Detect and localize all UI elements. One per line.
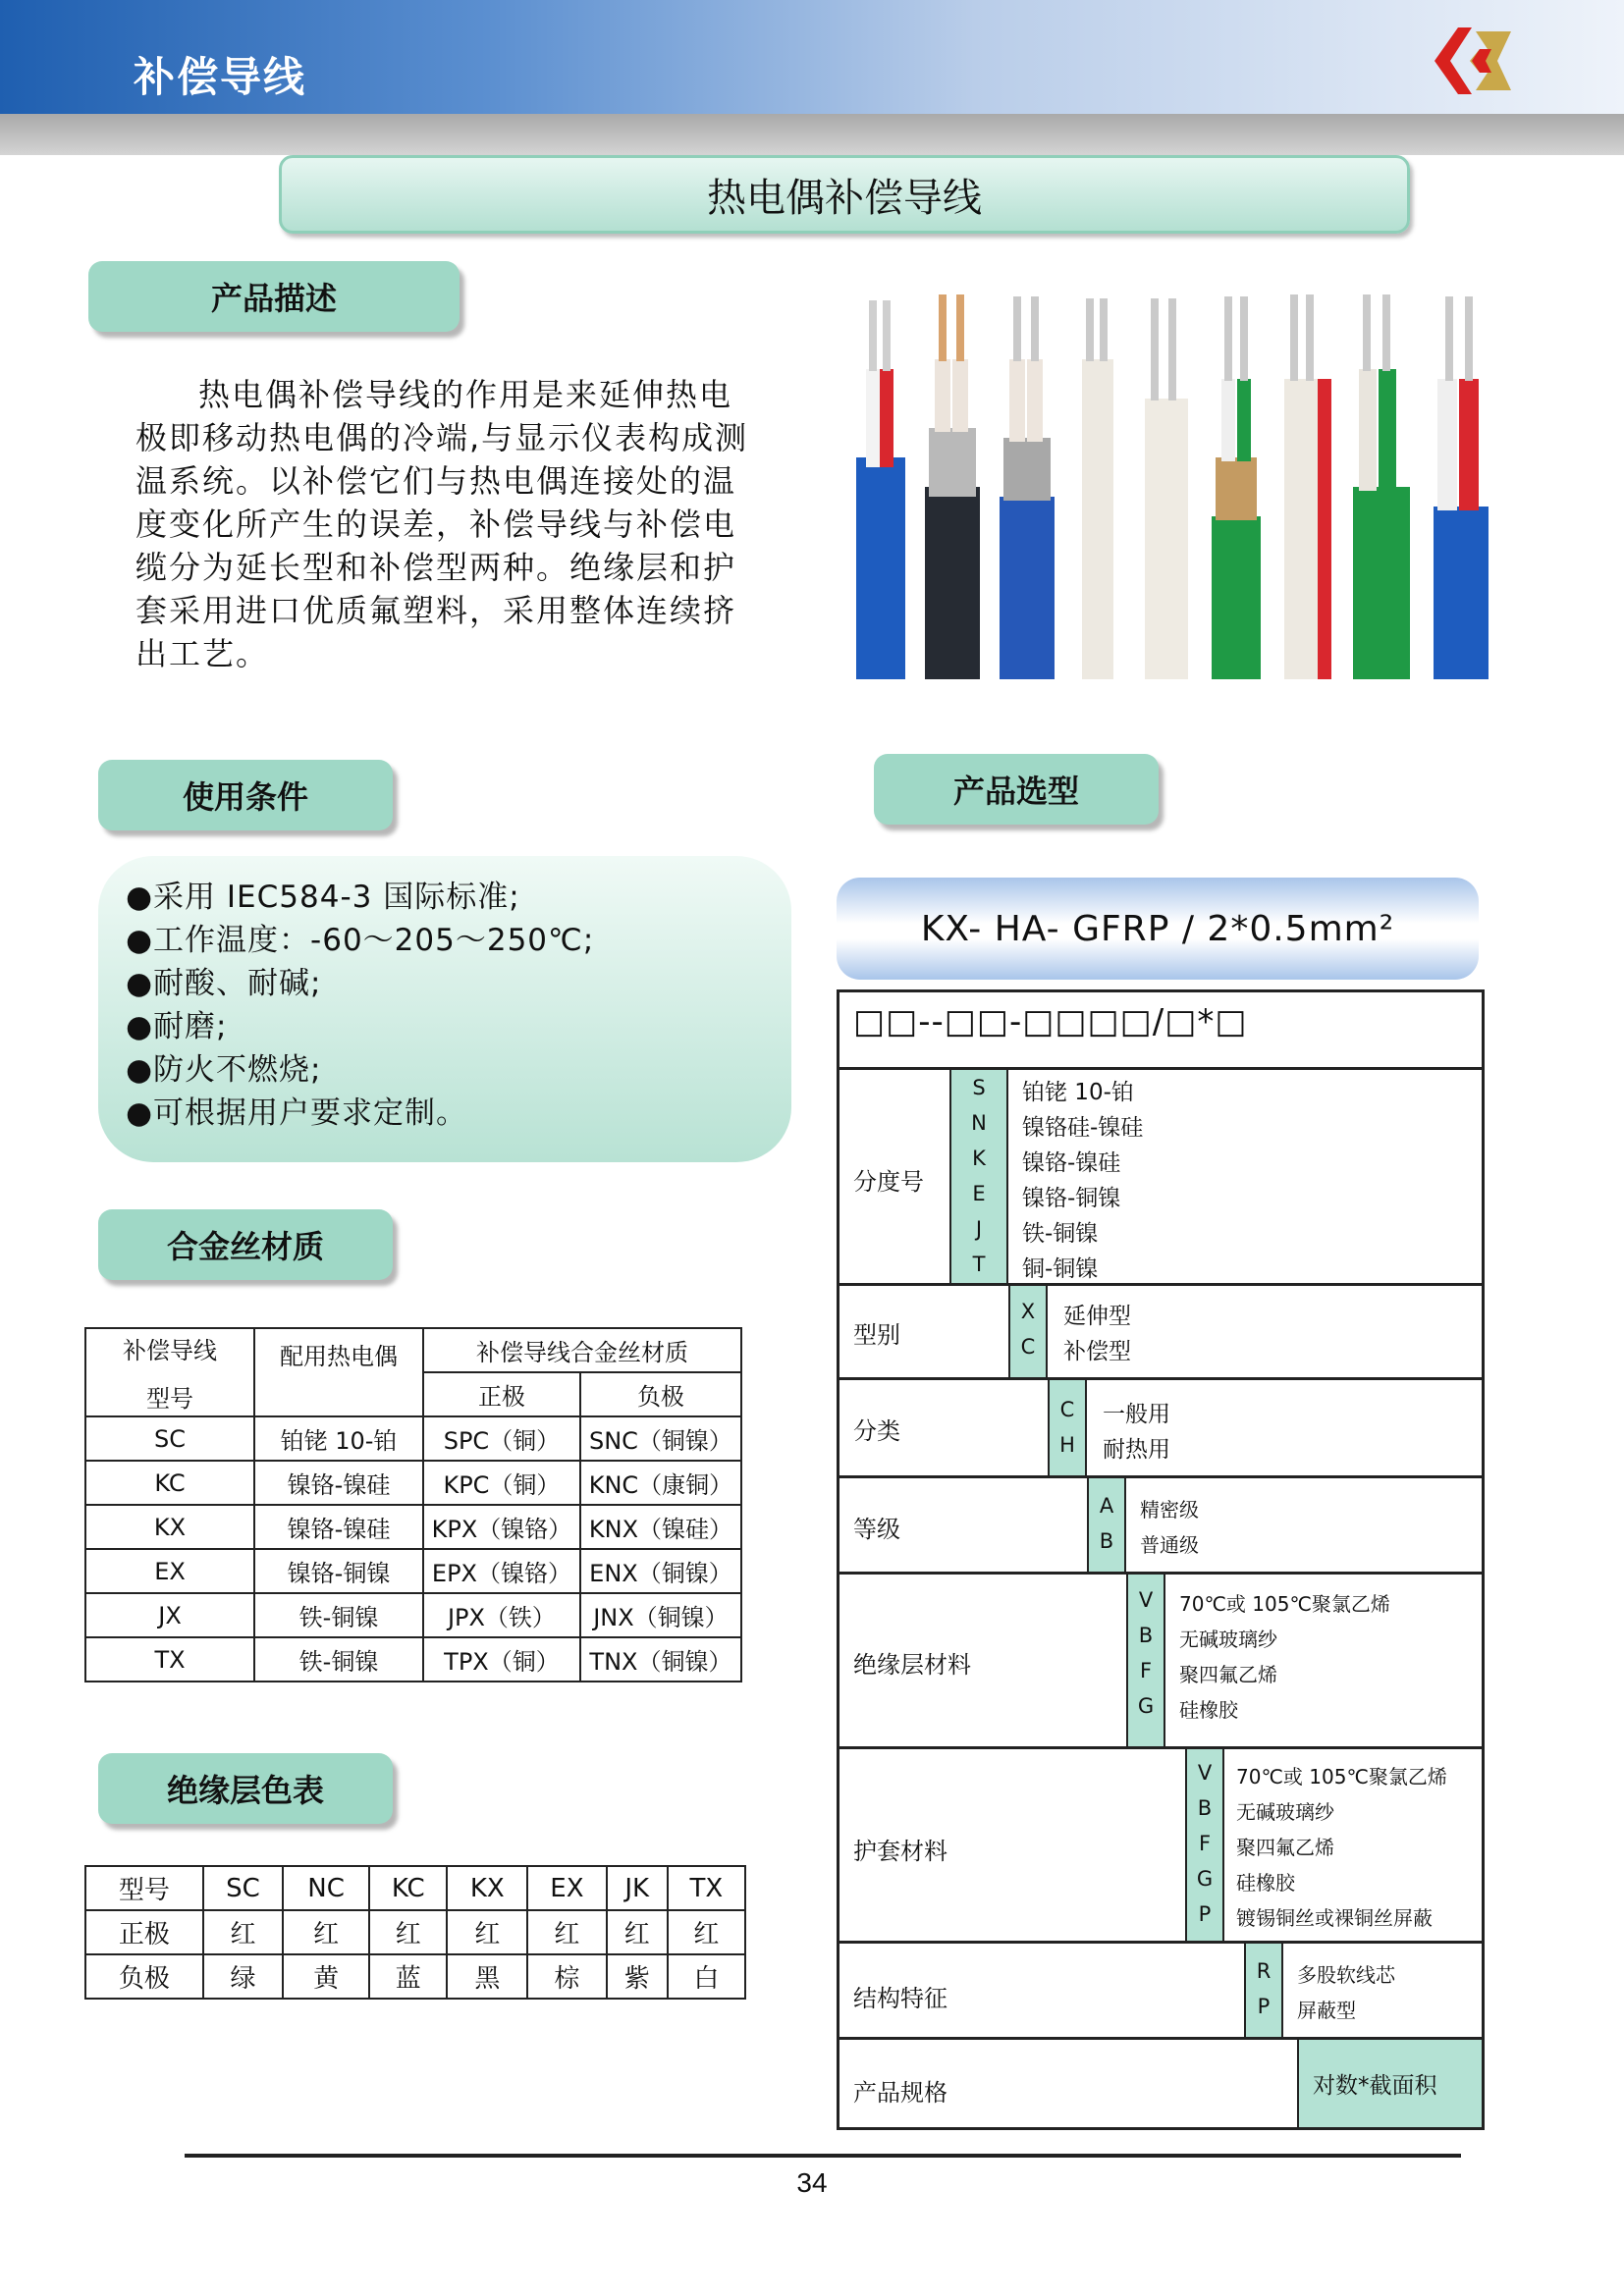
company-logo: [1429, 22, 1517, 100]
code-column: V B F G: [1126, 1575, 1165, 1746]
alloy-header-negative: 负极: [580, 1372, 741, 1416]
table-row: KX 镍铬-镍硅 KPX（镍铬） KNX（镍硅）: [85, 1505, 741, 1549]
code-column: X C: [1008, 1286, 1048, 1377]
table-row: TX 铁-铜镍 TPX（铜） TNX（铜镍）: [85, 1637, 741, 1682]
model-format: □□--□□-□□□□/□*□: [853, 1002, 1248, 1041]
footer-divider: [185, 2154, 1461, 2158]
condition-item: ●工作温度：-60～205～250℃;: [126, 923, 595, 958]
section-tab-colors: 绝缘层色表: [98, 1753, 393, 1824]
row-spec: 产品规格 对数*截面积: [839, 2037, 1482, 2127]
row-structure: 结构特征 R P 多股软线芯 屏蔽型: [839, 1941, 1482, 2037]
row-grade: 等级 A B 精密级 普通级: [839, 1475, 1482, 1572]
code-column: R P: [1244, 1944, 1283, 2037]
table-row: SC 铂铑 10-铂 SPC（铜） SNC（铜镍）: [85, 1416, 741, 1461]
model-example: KX- HA- GFRP / 2*0.5mm²: [837, 878, 1479, 980]
row-type: 型别 X C 延伸型 补偿型: [839, 1283, 1482, 1377]
table-row: 型号 SC NC KC KX EX JK TX: [85, 1866, 745, 1910]
selection-table: [837, 989, 1485, 2130]
section-tab-description: 产品描述: [88, 261, 460, 332]
table-row: EX 镍铬-铜镍 EPX（镍铬） ENX（铜镍）: [85, 1549, 741, 1593]
section-tab-selection: 产品选型: [874, 754, 1159, 825]
row-category: 分类 C H 一般用 耐热用: [839, 1377, 1482, 1475]
alloy-header-positive: 正极: [423, 1372, 580, 1416]
row-sheath: 护套材料 V B F G P 70℃或 105℃聚氯乙烯 无碱玻璃纱 聚四氟乙烯 硅橡胶 镀锡铜丝或裸铜丝屏蔽: [839, 1746, 1482, 1941]
table-row: 负极 绿 黄 蓝 黑 棕 紫 白: [85, 1954, 745, 1999]
page-banner: 热电偶补偿导线: [279, 155, 1410, 234]
spec-value: 对数*截面积: [1297, 2040, 1482, 2127]
conditions-box: [98, 856, 791, 1162]
section-tab-conditions: 使用条件: [98, 760, 393, 830]
page-number: 34: [796, 2167, 828, 2198]
row-graduation: 分度号 S N K E J T 铂铑 10-铂 镍铬硅-镍硅 镍铬-镍硅 镍铬-铜镍 铁-铜镍 铜-铜镍: [839, 1067, 1482, 1283]
alloy-header-thermocouple: 配用热电偶: [254, 1328, 423, 1416]
color-table: [84, 1865, 746, 2000]
condition-item: ●可根据用户要求定制。: [126, 1095, 468, 1131]
header-title: 补偿导线: [134, 53, 307, 101]
alloy-header-material: 补偿导线合金丝材质: [423, 1328, 741, 1372]
code-column: S N K E J T: [949, 1070, 1008, 1283]
code-column: A B: [1087, 1478, 1126, 1572]
row-label: 分度号: [853, 1168, 924, 1196]
alloy-header-model: 补偿导线 型号: [85, 1328, 254, 1416]
section-tab-alloy: 合金丝材质: [98, 1209, 393, 1280]
condition-item: ●采用 IEC584-3 国际标准;: [126, 880, 520, 915]
cable-photo: [850, 291, 1498, 679]
table-row: 正极 红 红 红 红 红 红 红: [85, 1910, 745, 1954]
condition-item: ●耐酸、耐碱;: [126, 966, 322, 1001]
description-text: 热电偶补偿导线的作用是来延伸热电极即移动热电偶的冷端,与显示仪表构成测温系统。以补偿它们与热电偶连接处的温度变化所产生的误差，补偿导线与补偿电缆分为延长型和补偿型两种。绝缘层和护套采用进口优质氟塑料，采用整体连续挤出工艺。: [135, 376, 749, 672]
row-insulation: 绝缘层材料 V B F G 70℃或 105℃聚氯乙烯 无碱玻璃纱 聚四氟乙烯 硅橡胶: [839, 1572, 1482, 1746]
header-grey-band: [0, 114, 1624, 155]
table-row: KC 镍铬-镍硅 KPC（铜） KNC（康铜）: [85, 1461, 741, 1505]
alloy-table: [84, 1327, 742, 1682]
condition-item: ●防火不燃烧;: [126, 1052, 322, 1088]
condition-item: ●耐磨;: [126, 1009, 228, 1044]
code-column: V B F G P: [1185, 1749, 1224, 1941]
code-column: C H: [1048, 1380, 1087, 1475]
table-row: JX 铁-铜镍 JPX（铁） JNX（铜镍）: [85, 1593, 741, 1637]
